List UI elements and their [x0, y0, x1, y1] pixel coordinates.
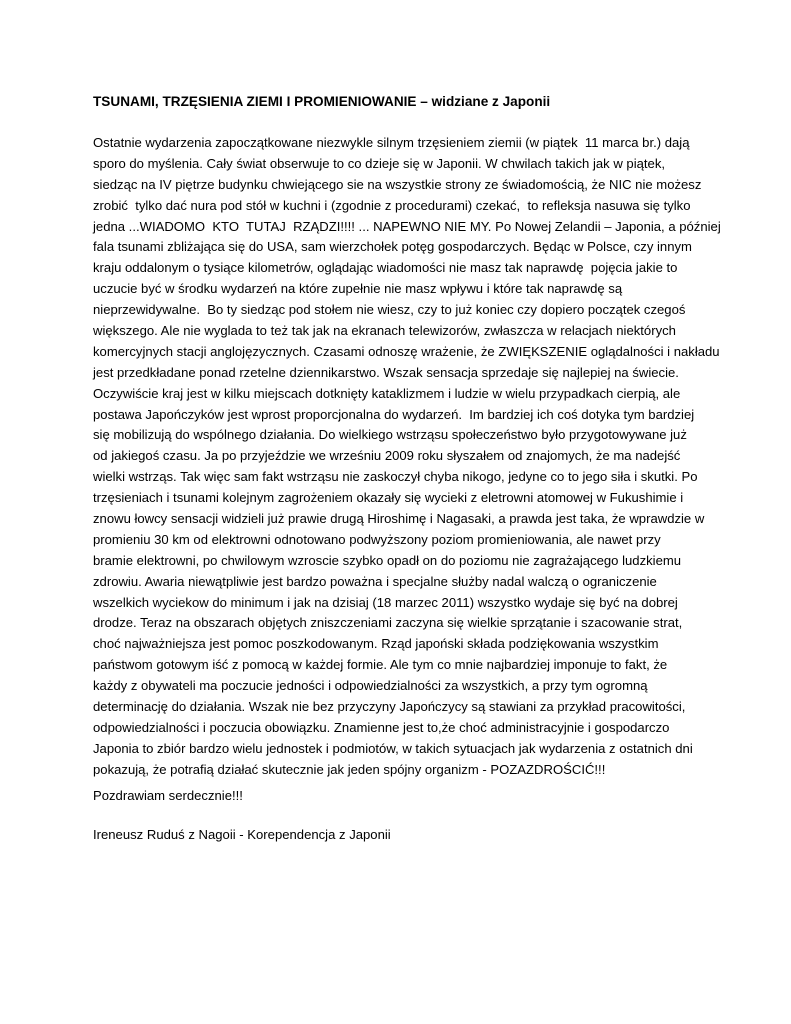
body-line: trzęsieniach i tsunami kolejnym zagrożeniem okazały się wycieki z eletrowni atomowej w Fukushimie i: [93, 490, 684, 506]
body-line: jedna ...WIADOMO KTO TUTAJ RZĄDZI!!!! ... NAPEWNO NIE MY. Po Nowej Zelandii – Japonia, a później: [93, 218, 721, 234]
body-line: każdy z obywateli ma poczucie jedności i odpowiedzialności za wszystkich, a przy tym ogromną: [93, 678, 648, 694]
body-line: siedząc na IV piętrze budynku chwiejącego sie na wszystkie strony ze świadomością, że NIC nie możesz: [93, 176, 702, 192]
body-line: kraju oddalonym o tysiące kilometrów, oglądając wiadomości nie masz tak naprawdę pojęcia jakie to: [93, 260, 678, 276]
body-line: od jakiegoś czasu. Ja po przyjeździe we wrześniu 2009 roku słyszałem od znajomych, że ma nadejść: [93, 448, 681, 464]
body-line: uczucie być w środku wydarzeń na które zupełnie nie masz wpływu i które tak naprawdę są: [93, 281, 623, 297]
body-line: fala tsunami zbliżająca się do USA, sam wierzchołek potęg gospodarczych. Będąc w Polsce, czy innym: [93, 239, 692, 255]
body-line: znowu łowcy sensacji widzieli już prawie drugą Hiroshimę i Nagasaki, a prawda jest taka, że wprawdzie w: [93, 511, 705, 527]
body-line: zdrowiu. Awaria niewątpliwie jest bardzo poważna i specjalne służby nadal walczą o ograniczenie: [93, 573, 657, 589]
body-line: się mobilizują do wspólnego działania. Do wielkiego wstrząsu społeczeństwo było przygotowywane już: [93, 427, 687, 443]
body-line: wszelkich wyciekow do minimum i jak na dzisiaj (18 marzec 2011) wszystko wydaje się być na dobrej: [93, 594, 678, 610]
body-line: większego. Ale nie wyglada to też tak jak na ekranach telewizorów, zwłaszcza w relacjach niektórych: [93, 323, 676, 339]
author-signature: Ireneusz Ruduś z Nagoii - Korependencja z Japonii: [93, 827, 391, 842]
body-line: Ostatnie wydarzenia zapoczątkowane niezwykle silnym trzęsieniem ziemii (w piątek 11 marca br.) dają: [93, 135, 690, 150]
body-line: choć najważniejsza jest pomoc poszkodowanym. Rząd japoński składa podziękowania wszystkim: [93, 636, 659, 652]
document-title: TSUNAMI, TRZĘSIENIA ZIEMI I PROMIENIOWANIE – widziane z Japonii: [93, 94, 551, 109]
body-line: postawa Japończyków jest wprost proporcjonalna do wydarzeń. Im bardziej ich coś dotyka tym bardziej: [93, 406, 695, 422]
body-line: odpowiedzialności i poczucia obowiązku. Znamienne jest to,że choć administracyjnie i gospodarczo: [93, 719, 670, 735]
closing-greeting: Pozdrawiam serdecznie!!!: [93, 788, 243, 803]
body-line: wielki wstrząs. Tak więc sam fakt wstrząsu nie zaskoczył chyba nikogo, jedyne co to jego siła i skutki. Po: [93, 469, 698, 485]
body-line: pokazują, że potrafią działać skutecznie jak jeden spójny organizm - POZAZDROŚCIĆ!!!: [93, 761, 606, 777]
body-line: drodze. Teraz na obszarach objętych zniszczeniami zaczyna się wielkie sprzątanie i szacowanie strat,: [93, 615, 683, 631]
body-line: jest przedkładane ponad rzetelne dziennikarstwo. Wszak sensacja sprzedaje się najlepiej na świecie.: [93, 364, 679, 380]
document-body: [93, 133, 721, 781]
body-line: determinację do działania. Wszak nie bez przyczyny Japończycy są stawiani za przykład pracowitości,: [93, 699, 686, 715]
body-line: nieprzewidywalne. Bo ty siedząc pod stołem nie wiesz, czy to już koniec czy dopiero początek czegoś: [93, 302, 686, 318]
body-line: zrobić tylko dać nura pod stół w kuchni i (zgodnie z procedurami) czekać, to refleksja nasuwa się tylko: [93, 197, 691, 213]
body-line: bramie elektrowni, po chwilowym wzroscie szybko opadł on do poziomu nie zagrażającego ludzkiemu: [93, 552, 682, 568]
body-line: komercyjnych stacji anglojęzycznych. Czasami odnoszę wrażenie, że ZWIĘKSZENIE oglądalności i nakładu: [93, 343, 720, 359]
body-line: Oczywiście kraj jest w kilku miejscach dotknięty kataklizmem i ludzie w wielu przypadkach cierpią, ale: [93, 385, 681, 401]
body-line: Japonia to zbiór bardzo wielu jednostek i podmiotów, w takich sytuacjach jak wydarzenia z ostatnich dni: [93, 740, 693, 756]
body-line: promieniu 30 km od elektrowni odnotowano podwyższony poziom promieniowania, ale nawet przy: [93, 531, 661, 547]
body-line: sporo do myślenia. Cały świat obserwuje to co dzieje się w Japonii. W chwilach takich jak w piątek,: [93, 155, 666, 171]
body-line: państwom gotowym iść z pomocą w każdej formie. Ale tym co mnie najbardziej imponuje to fakt, że: [93, 657, 668, 673]
